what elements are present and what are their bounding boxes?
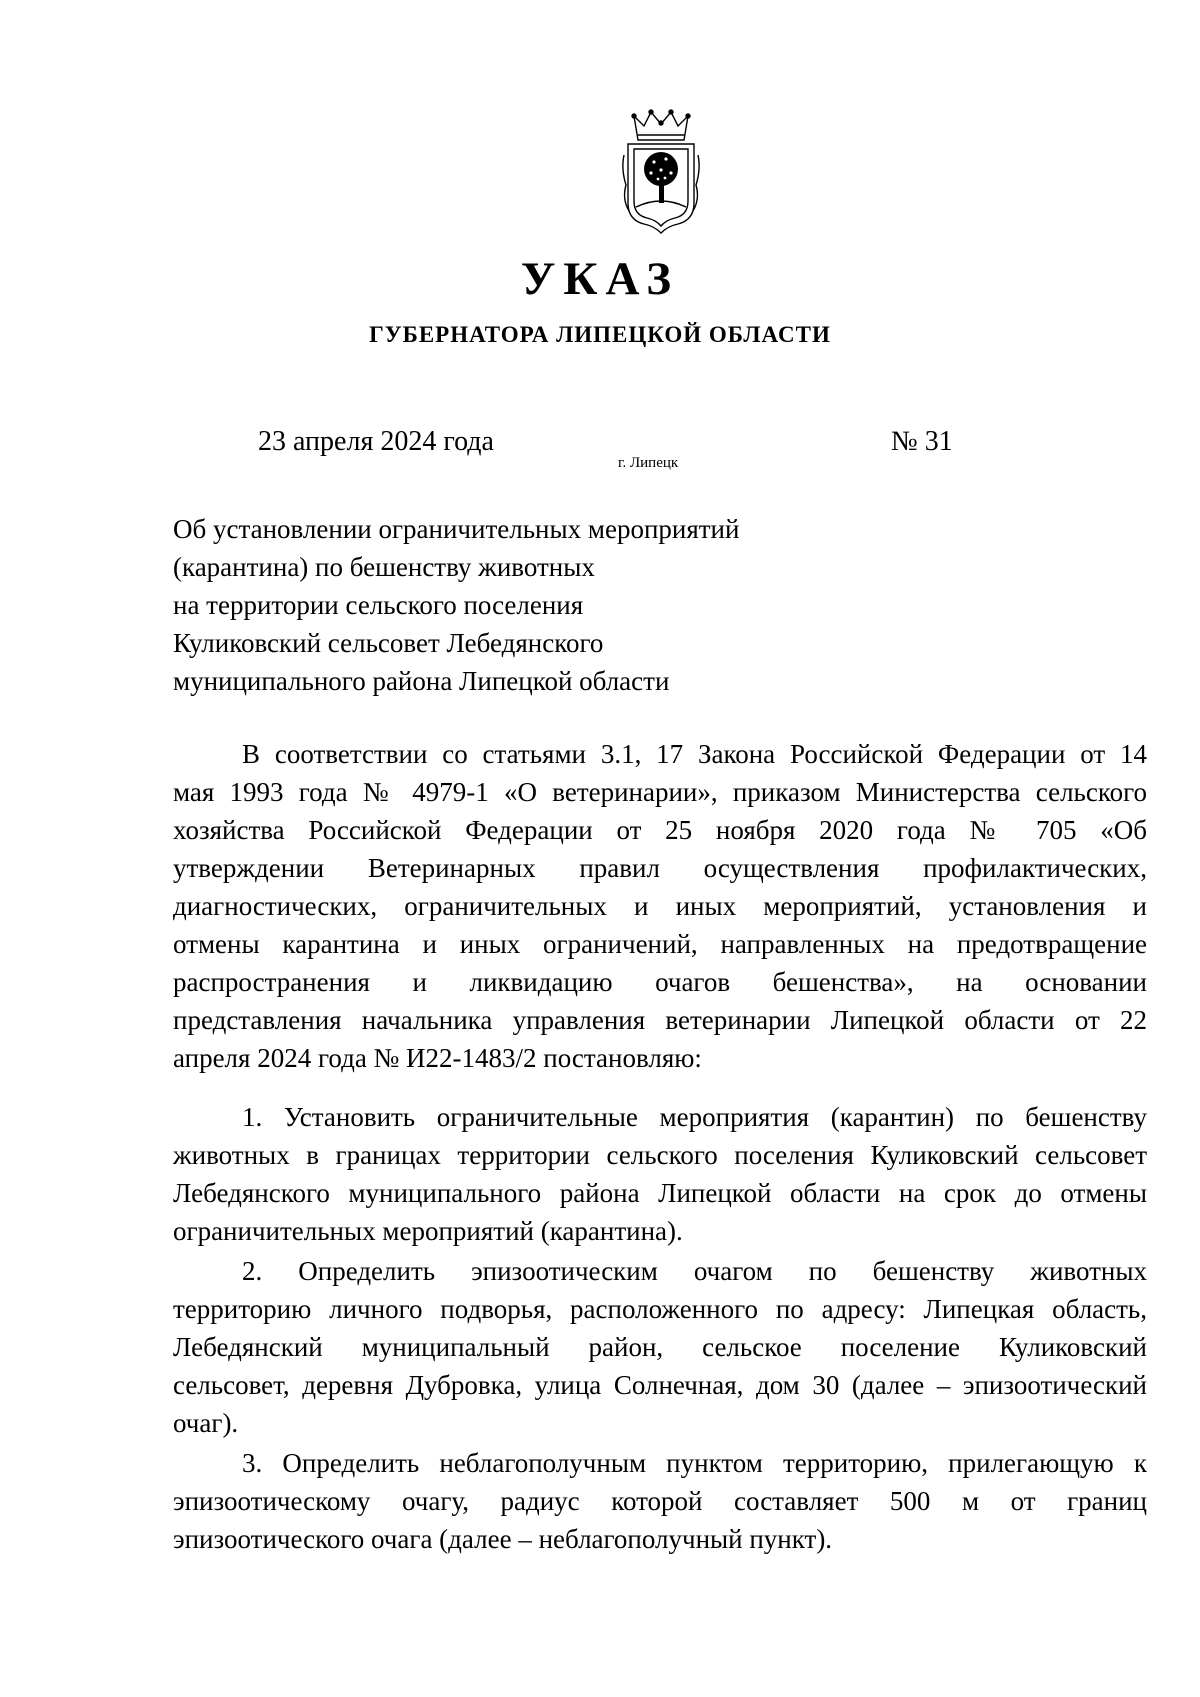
text-line: Лебедянского муниципального района Липецкой области на срок до отмены [173,1178,1147,1208]
text-line: Лебедянский муниципальный район, сельское поселение Куликовский [173,1332,1147,1362]
text-line: животных в границах территории сельского поселения Куликовский сельсовет [173,1140,1147,1170]
text-line: территорию личного подворья, расположенного по адресу: Липецкая область, [173,1294,1147,1324]
text-line: 1. Установить ограничительные мероприятия (карантин) по бешенству [242,1102,1147,1132]
text-line: В соответствии со статьями 3.1, 17 Закона Российской Федерации от 14 [242,739,1147,769]
text-line: эпизоотического очага (далее – неблагополучный пункт). [173,1524,833,1554]
text-line: очаг). [173,1408,239,1438]
text-line: мая 1993 года № 4979-1 «О ветеринарии», приказом Министерства сельского [173,777,1147,807]
text-line: представления начальника управления ветеринарии Липецкой области от 22 [173,1005,1147,1035]
document-city: г. Липецк [618,455,679,471]
text-line: распространения и ликвидацию очагов бешенства», на основании [173,967,1147,997]
text-line: диагностических, ограничительных и иных мероприятий, установления и [173,891,1147,921]
heading-line: (карантина) по бешенству животных [173,552,595,582]
text-line: сельсовет, деревня Дубровка, улица Солнечная, дом 30 (далее – эпизоотический [173,1370,1147,1400]
text-line: ограничительных мероприятий (карантина). [173,1216,683,1246]
text-line: отмены карантина и иных ограничений, направленных на предотвращение [173,929,1147,959]
document-date: 23 апреля 2024 года [258,426,494,457]
text-line: апреля 2024 года № И22-1483/2 постановляю: [173,1043,702,1073]
document-number: № 31 [891,426,953,457]
heading-line: муниципального района Липецкой области [173,666,670,696]
coat-of-arms-emblem [620,107,702,235]
text-line: утверждении Ветеринарных правил осуществления профилактических, [173,853,1147,883]
text-line: эпизоотическому очагу, радиус которой составляет 500 м от границ [173,1486,1147,1516]
document-heading [173,510,873,700]
item-2-paragraph [173,1252,1147,1442]
preamble-paragraph [173,735,1147,1077]
text-line: 2. Определить эпизоотическим очагом по бешенству животных [242,1256,1147,1286]
item-1-paragraph [173,1098,1147,1250]
document-body [173,735,1147,1558]
heading-line: Об установлении ограничительных мероприятий [173,514,740,544]
text-line: 3. Определить неблагополучным пунктом территорию, прилегающую к [242,1448,1147,1478]
heading-line: Куликовский сельсовет Лебедянского [173,628,604,658]
item-3-paragraph [173,1444,1147,1558]
heading-line: на территории сельского поселения [173,590,584,620]
issuing-authority: ГУБЕРНАТОРА ЛИПЕЦКОЙ ОБЛАСТИ [369,322,831,347]
text-line: хозяйства Российской Федерации от 25 ноября 2020 года № 705 «Об [173,815,1147,845]
document-type-title: УКАЗ [520,253,680,305]
